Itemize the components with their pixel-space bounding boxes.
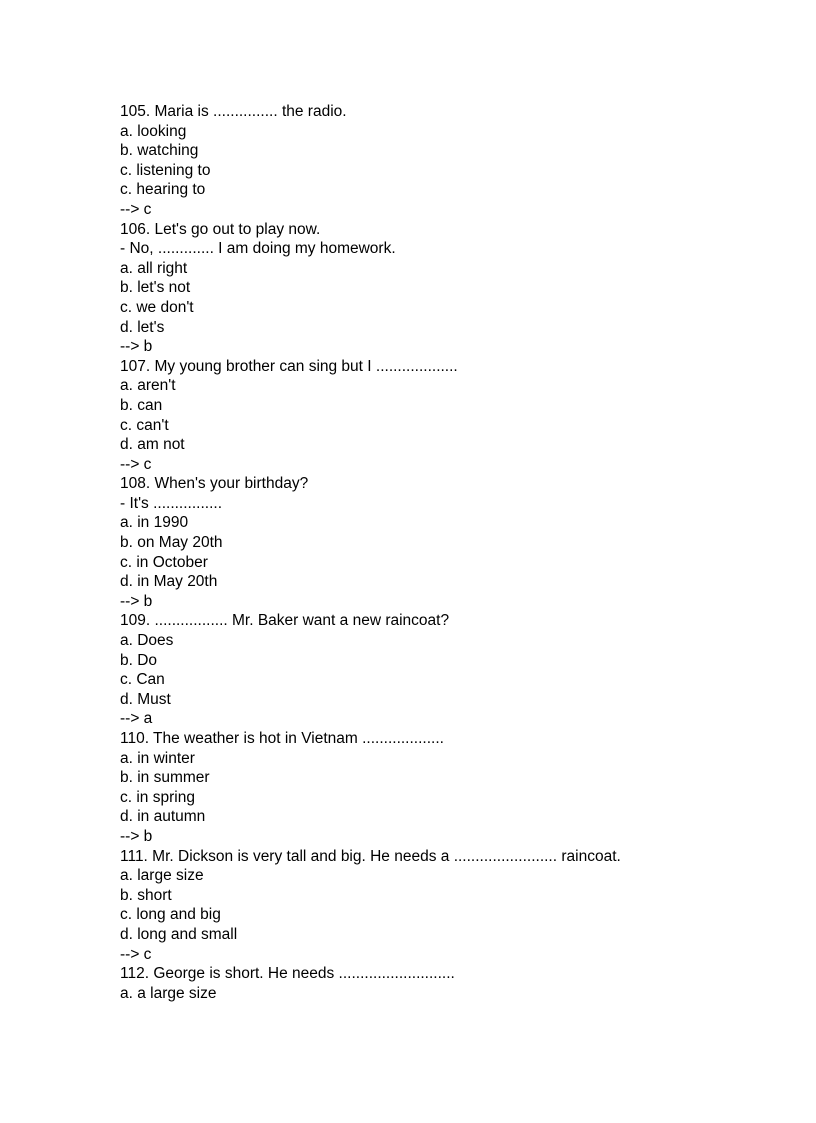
option-105-a: a. looking (120, 122, 187, 140)
answer-110: --> b (120, 827, 153, 845)
option-105-b: b. watching (120, 142, 199, 160)
question-107: 107. My young brother can sing but I ................... (120, 357, 458, 375)
option-111-b: b. short (120, 886, 172, 904)
answer-109: --> a (120, 710, 153, 728)
question-108: 108. When's your birthday? (120, 475, 309, 493)
option-107-b: b. can (120, 396, 163, 414)
option-106-a: a. all right (120, 259, 188, 277)
option-109-b: b. Do (120, 651, 158, 669)
answer-111: --> c (120, 945, 152, 963)
option-109-d: d. Must (120, 690, 171, 708)
question-110: 110. The weather is hot in Vietnam ................... (120, 730, 444, 747)
option-112-a: a. a large size (120, 984, 217, 1002)
option-108-a: a. in 1990 (120, 514, 189, 532)
option-107-d: d. am not (120, 436, 185, 454)
option-110-c: c. in spring (120, 788, 195, 806)
question-105: 105. Maria is ............... the radio. (120, 103, 347, 120)
option-108-b: b. on May 20th (120, 534, 223, 552)
option-107-c: c. can't (120, 416, 169, 434)
document-page (120, 102, 760, 1003)
option-110-d: d. in autumn (120, 808, 206, 826)
question-106-reply: - No, ............. I am doing my homework. (120, 240, 396, 258)
option-105-c: c. listening to (120, 161, 211, 179)
answer-107: --> c (120, 455, 152, 473)
option-109-a: a. Does (120, 632, 174, 650)
question-106: 106. Let's go out to play now. (120, 220, 321, 238)
option-110-a: a. in winter (120, 749, 195, 767)
option-109-c: c. Can (120, 671, 165, 689)
option-105-c2: c. hearing to (120, 181, 206, 199)
question-109: 109. ................. Mr. Baker want a new raincoat? (120, 612, 450, 630)
option-107-a: a. aren't (120, 377, 176, 395)
option-106-c: c. we don't (120, 298, 194, 316)
answer-106: --> b (120, 338, 153, 356)
answer-108: --> b (120, 592, 153, 610)
option-110-b: b. in summer (120, 769, 210, 787)
option-111-c: c. long and big (120, 906, 221, 924)
option-111-d: d. long and small (120, 925, 238, 943)
option-108-c: c. in October (120, 553, 208, 571)
question-111: 111. Mr. Dickson is very tall and big. He needs a ........................ raincoat. (120, 847, 621, 865)
option-106-d: d. let's (120, 318, 165, 336)
question-112: 112. George is short. He needs ........................... (120, 965, 455, 983)
answer-105: --> c (120, 200, 152, 218)
question-108-reply: - It's ................ (120, 494, 222, 512)
option-106-b: b. let's not (120, 279, 191, 297)
option-108-d: d. in May 20th (120, 573, 218, 591)
option-111-a: a. large size (120, 867, 204, 885)
